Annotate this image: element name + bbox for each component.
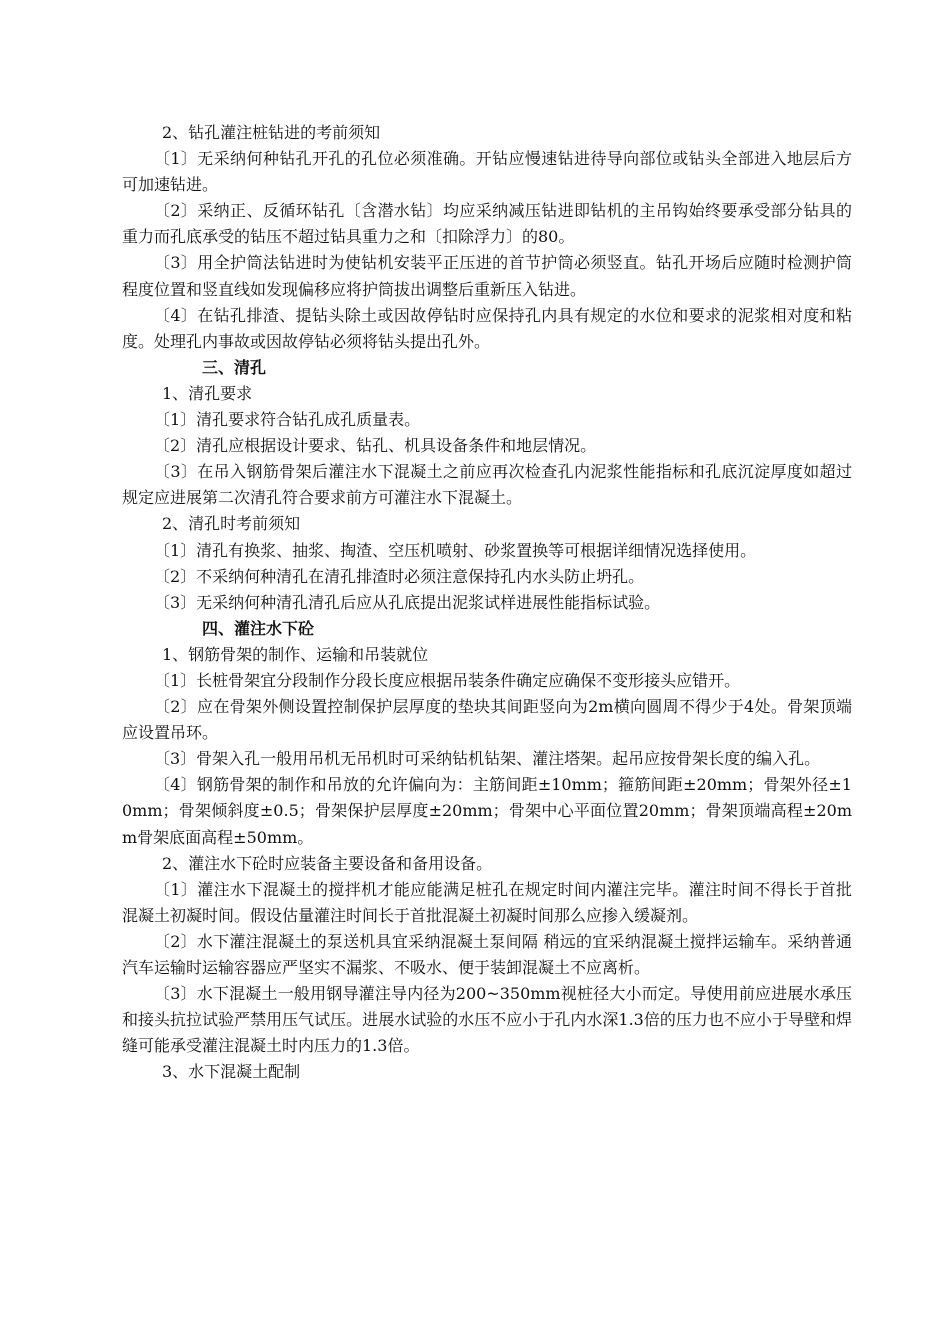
subheading: 1、清孔要求 [162, 383, 253, 403]
paragraph: 〔1〕无采纳何种钻孔开孔的孔位必须准确。开钻应慢速钻进待导向部位或钻头全部进入地层后方可加速钻进。 [122, 149, 852, 195]
paragraph: 〔3〕骨架入孔一般用吊机无吊机时可采纳钻机钻架、灌注塔架。起吊应按骨架长度的编入孔。 [154, 749, 821, 769]
section-heading: 四、灌注水下砼 [202, 618, 315, 638]
subheading: 1、钢筋骨架的制作、运输和吊装就位 [162, 644, 429, 664]
paragraph: 〔4〕钢筋骨架的制作和吊放的允许偏向为：主筋间距±10mm；箍筋间距±20mm；骨架外径±10mm；骨架倾斜度±0.5；骨架保护层厚度±20mm；骨架中心平面位置20mm；骨架顶端高程±20mm骨架底面高程±50mm。 [122, 775, 852, 847]
paragraph: 〔3〕无采纳何种清孔清孔后应从孔底提出泥浆试样进展性能指标试验。 [154, 592, 661, 612]
paragraph: 〔2〕清孔应根据设计要求、钻孔、机具设备条件和地层情况。 [154, 436, 597, 456]
paragraph: 〔1〕清孔有换浆、抽浆、掏渣、空压机喷射、砂浆置换等可根据详细情况选择使用。 [154, 540, 757, 560]
subheading: 2、钻孔灌注桩钻进的考前须知 [162, 123, 381, 142]
paragraph: 〔2〕应在骨架外侧设置控制保护层厚度的垫块其间距竖向为2m横向圆周不得少于4处。骨架顶端应设置吊环。 [122, 697, 852, 743]
subheading: 2、清孔时考前须知 [162, 514, 301, 534]
paragraph: 〔4〕在钻孔排渣、提钻头除土或因故停钻时应保持孔内具有规定的水位和要求的泥浆相对度和粘度。处理孔内事故或因故停钻必须将钻头提出孔外。 [122, 305, 852, 351]
paragraph: 〔1〕长桩骨架宜分段制作分段长度应根据吊装条件确定应确保不变形接头应错开。 [154, 670, 741, 690]
paragraph: 〔1〕灌注水下混凝土的搅拌机才能应能满足桩孔在规定时间内灌注完毕。灌注时间不得长于首批混凝土初凝时间。假设估量灌注时间长于首批混凝土初凝时间那么应掺入缓凝剂。 [122, 879, 852, 925]
section-heading: 三、清孔 [202, 357, 267, 377]
paragraph: 〔2〕不采纳何种清孔在清孔排渣时必须注意保持孔内水头防止坍孔。 [154, 566, 645, 586]
subheading: 2、灌注水下砼时应装备主要设备和备用设备。 [162, 853, 493, 873]
document-page [122, 120, 852, 1085]
paragraph: 〔2〕水下灌注混凝土的泵送机具宜采纳混凝土泵间隔 稍远的宜采纳混凝土搅拌运输车。采纳普通汽车运输时运输容器应严坚实不漏浆、不吸水、便于装卸混凝土不应离析。 [122, 931, 852, 977]
subheading: 3、水下混凝土配制 [162, 1062, 301, 1082]
paragraph: 〔3〕水下混凝土一般用钢导灌注导内径为200~350mm视桩径大小而定。导使用前应进展水承压和接头抗拉试验严禁用压气试压。进展水试验的水压不应小于孔内水深1.3倍的压力也不应小于导壁和焊缝可能承受灌注混凝土时内压力的1.3倍。 [122, 984, 852, 1056]
paragraph: 〔3〕在吊入钢筋骨架后灌注水下混凝土之前应再次检查孔内泥浆性能指标和孔底沉淀厚度如超过规定应进展第二次清孔符合要求前方可灌注水下混凝土。 [122, 462, 852, 508]
paragraph: 〔2〕采纳正、反循环钻孔〔含潜水钻〕均应采纳减压钻进即钻机的主吊钩始终要承受部分钻具的重力而孔底承受的钻压不超过钻具重力之和〔扣除浮力〕的80。 [122, 201, 852, 247]
paragraph: 〔3〕用全护筒法钻进时为使钻机安装平正压进的首节护筒必须竖直。钻孔开场后应随时检测护筒程度位置和竖直线如发现偏移应将护筒拔出调整后重新压入钻进。 [122, 253, 852, 299]
paragraph: 〔1〕清孔要求符合钻孔成孔质量表。 [154, 410, 421, 430]
